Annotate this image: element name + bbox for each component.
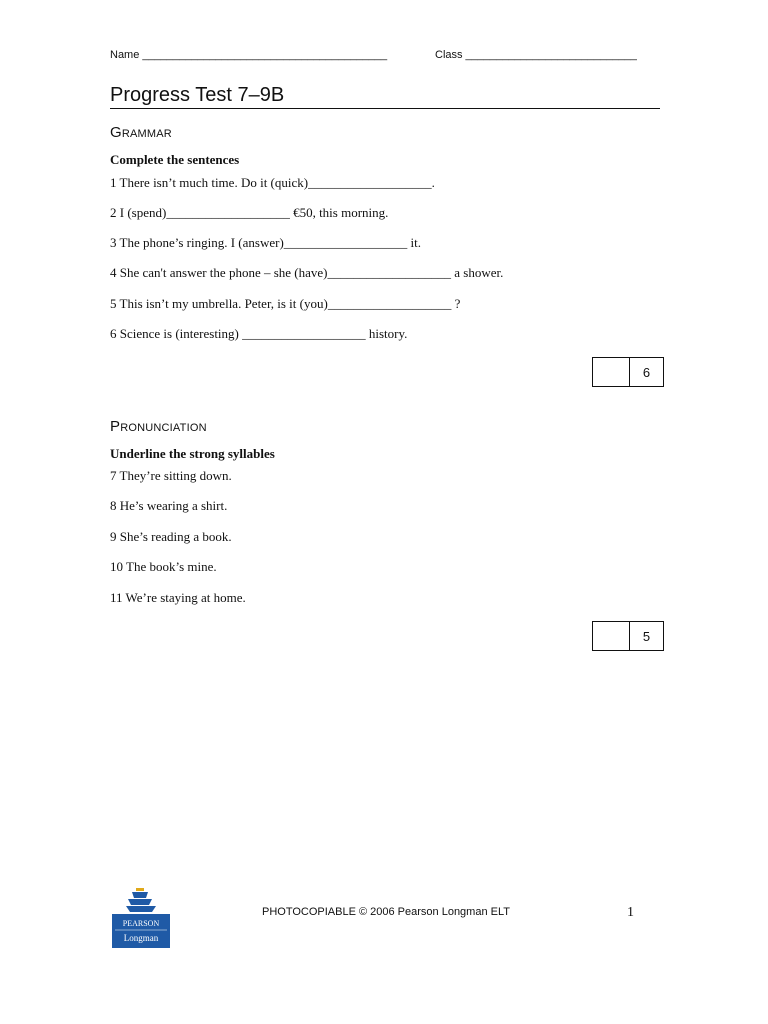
grammar-score-total: 6 [642,364,651,380]
grammar-item-4: 4 She can't answer the phone – she (have)___________________ a shower. [110,265,504,280]
logo-line-1: PEARSON [122,919,160,928]
pronunciation-item-7: 7 They’re sitting down. [110,468,232,483]
pronunciation-item-11: 11 We’re staying at home. [110,590,246,605]
page-title: Progress Test 7–9B [110,84,285,106]
grammar-score-box [592,357,664,387]
score-blank-cell [593,622,630,650]
ship-icon [112,884,170,948]
grammar-item-3: 3 The phone’s ringing. I (answer)___________________ it. [110,235,421,250]
pronunciation-score-box [592,621,664,651]
page-number: 1 [627,905,634,920]
grammar-item-6: 6 Science is (interesting) ___________________ history. [110,326,408,341]
title-divider [110,108,660,109]
score-blank-cell [593,358,630,386]
pronunciation-item-10: 10 The book’s mine. [110,559,217,574]
copyright-notice: PHOTOCOPIABLE © 2006 Pearson Longman ELT [262,906,510,918]
pronunciation-item-8: 8 He’s wearing a shirt. [110,498,228,513]
name-field-line: Name ________________________________________ [110,49,388,61]
grammar-item-5: 5 This isn’t my umbrella. Peter, is it (you)___________________ ? [110,296,461,311]
pronunciation-item-9: 9 She’s reading a book. [110,529,232,544]
grammar-heading: Grammar [110,124,172,141]
pronunciation-heading: Pronunciation [110,418,207,435]
pearson-longman-logo [112,884,170,948]
grammar-item-1: 1 There isn’t much time. Do it (quick)___________________. [110,175,435,190]
logo-line-2: Longman [123,933,159,943]
pronunciation-instruction: Underline the strong syllables [110,446,275,461]
pronunciation-score-total: 5 [642,628,651,644]
class-field-line: Class ____________________________ [435,49,637,61]
grammar-instruction: Complete the sentences [110,152,240,167]
grammar-item-2: 2 I (spend)___________________ €50, this morning. [110,205,389,220]
